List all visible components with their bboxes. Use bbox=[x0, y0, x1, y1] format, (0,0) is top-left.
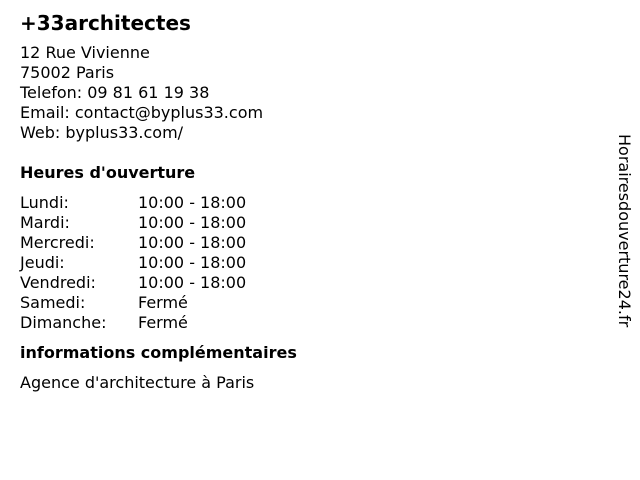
web-line: Web: byplus33.com/ bbox=[20, 123, 184, 142]
day-hours: Fermé bbox=[138, 293, 188, 312]
day-label: Vendredi: bbox=[20, 273, 96, 292]
hours-row-wednesday bbox=[20, 233, 246, 253]
business-card bbox=[20, 10, 590, 393]
site-watermark: Horairesdouverture24.fr bbox=[615, 134, 634, 328]
hours-row-friday bbox=[20, 273, 246, 293]
day-hours: 10:00 - 18:00 bbox=[138, 213, 247, 232]
day-label: Dimanche: bbox=[20, 313, 107, 332]
address-city: 75002 Paris bbox=[20, 63, 115, 82]
hours-row-saturday bbox=[20, 293, 246, 313]
day-label: Jeudi: bbox=[20, 253, 65, 272]
additional-info-text: Agence d'architecture à Paris bbox=[20, 373, 255, 392]
day-hours: 10:00 - 18:00 bbox=[138, 233, 247, 252]
additional-info-heading: informations complémentaires bbox=[20, 343, 297, 362]
day-label: Mercredi: bbox=[20, 233, 95, 252]
opening-hours-heading: Heures d'ouverture bbox=[20, 163, 196, 182]
hours-row-tuesday bbox=[20, 213, 246, 233]
day-hours: 10:00 - 18:00 bbox=[138, 253, 247, 272]
day-label: Mardi: bbox=[20, 213, 70, 232]
hours-row-thursday bbox=[20, 253, 246, 273]
opening-hours-table bbox=[20, 193, 246, 333]
hours-row-monday bbox=[20, 193, 246, 213]
hours-row-sunday bbox=[20, 313, 246, 333]
day-hours: Fermé bbox=[138, 313, 188, 332]
day-hours: 10:00 - 18:00 bbox=[138, 273, 247, 292]
day-label: Samedi: bbox=[20, 293, 86, 312]
day-label: Lundi: bbox=[20, 193, 69, 212]
contact-block bbox=[20, 43, 590, 143]
phone-line: Telefon: 09 81 61 19 38 bbox=[20, 83, 210, 102]
address-street: 12 Rue Vivienne bbox=[20, 43, 150, 62]
email-line: Email: contact@byplus33.com bbox=[20, 103, 264, 122]
day-hours: 10:00 - 18:00 bbox=[138, 193, 247, 212]
business-name: +33architectes bbox=[20, 11, 191, 35]
